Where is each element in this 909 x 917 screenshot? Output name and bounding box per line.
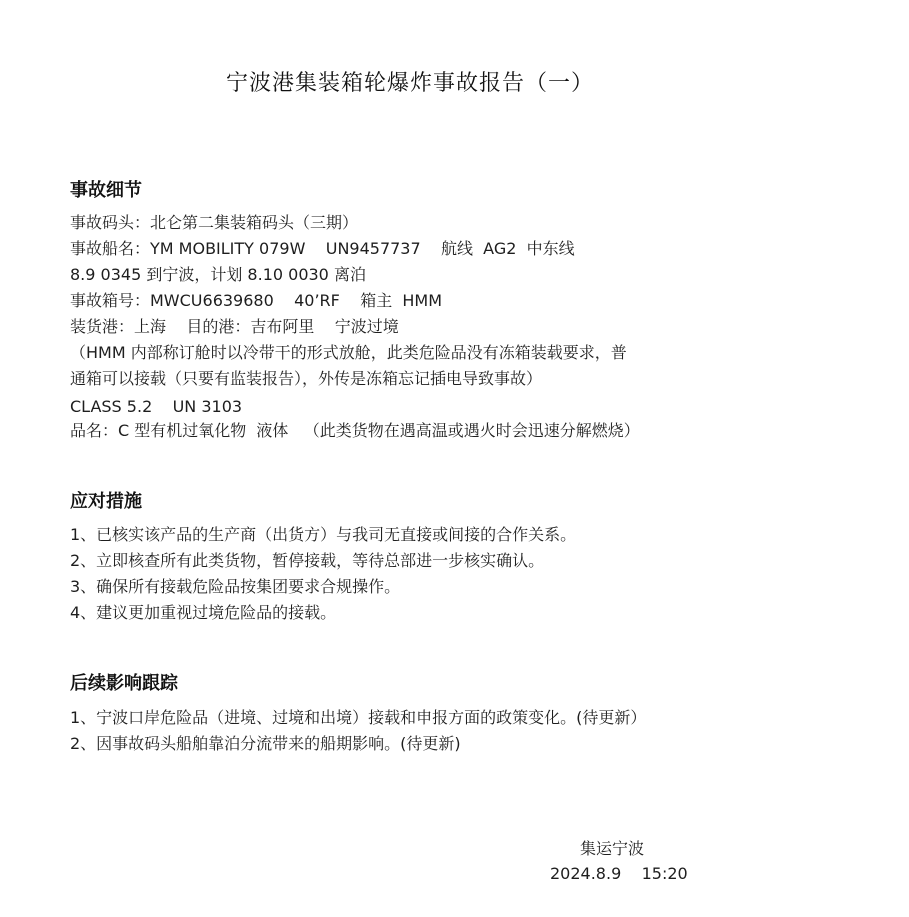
details-line: 装货港：上海 目的港：吉布阿里 宁波过境: [70, 317, 399, 336]
details-line: 事故箱号：MWCU6639680 40’RF 箱主 HMM: [70, 291, 443, 310]
measures-item: 3、确保所有接载危险品按集团要求合规操作。: [70, 577, 401, 596]
report-title: 宁波港集装箱轮爆炸事故报告（一）: [225, 71, 594, 96]
measures-item: 2、立即核查所有此类货物，暂停接载，等待总部进一步核实确认。: [70, 551, 545, 570]
details-line: CLASS 5.2 UN 3103: [70, 397, 243, 416]
measures-item: 1、已核实该产品的生产商（出货方）与我司无直接或间接的合作关系。: [70, 525, 577, 544]
details-line: 通箱可以接载（只要有监装报告），外传是冻箱忘记插电导致事故）: [70, 369, 543, 388]
signature-org: 集运宁波: [580, 839, 645, 858]
followup-item: 2、因事故码头船舶靠泊分流带来的船期影响。(待更新): [70, 734, 461, 753]
details-line: 8.9 0345 到宁波，计划 8.10 0030 离泊: [70, 265, 366, 284]
details-line: 事故船名：YM MOBILITY 079W UN9457737 航线 AG2 中东线: [70, 239, 575, 258]
details-line: 品名：C 型有机过氧化物 液体 （此类货物在遇高温或遇火时会迅速分解燃烧）: [70, 421, 640, 440]
details-line: 事故码头：北仑第二集装箱码头（三期）: [70, 213, 359, 232]
followup-item: 1、宁波口岸危险品（进境、过境和出境）接载和申报方面的政策变化。(待更新）: [70, 708, 647, 727]
details-line: （HMM 内部称订舱时以冷带干的形式放舱，此类危险品没有冻箱装载要求，普: [70, 343, 627, 362]
section-heading-measures: 应对措施: [70, 491, 142, 512]
section-heading-followup: 后续影响跟踪: [70, 673, 178, 694]
measures-item: 4、建议更加重视过境危险品的接载。: [70, 603, 337, 622]
section-heading-details: 事故细节: [70, 180, 142, 201]
signature-datetime: 2024.8.9 15:20: [550, 864, 688, 883]
